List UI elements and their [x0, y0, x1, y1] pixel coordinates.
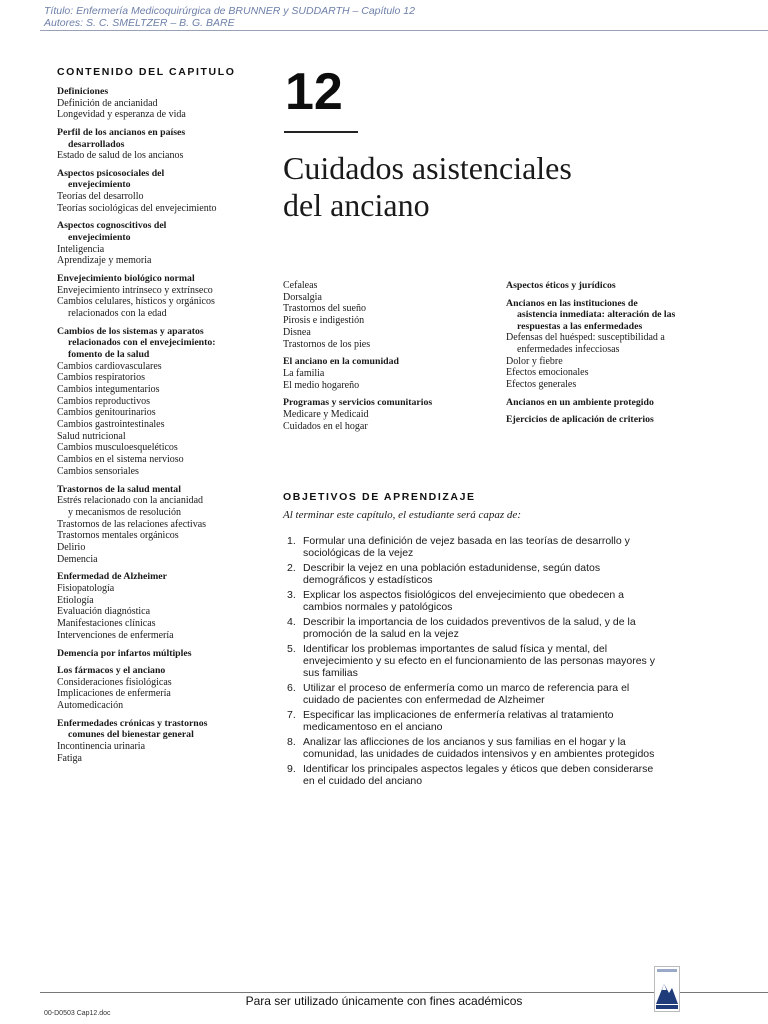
- contents-heading: asistencia inmediata: alteración de las: [517, 309, 676, 321]
- contents-heading: Trastornos de la salud mental: [57, 483, 181, 495]
- contents-group: [506, 397, 721, 409]
- contents-item: Cambios gastrointestinales: [57, 419, 165, 431]
- contents-item: Consideraciones fisiológicas: [57, 676, 172, 688]
- objective-number: 7.: [287, 709, 296, 721]
- objective-text-line: envejecimiento y su efecto en el funcionamiento de las personas mayores y: [303, 655, 655, 667]
- contents-group: [283, 280, 488, 350]
- contents-item: Cuidados en el hogar: [283, 420, 368, 432]
- objective-number: 6.: [287, 682, 296, 694]
- document-header: [44, 5, 766, 29]
- contents-item: Demencia: [57, 553, 98, 565]
- contents-heading: Envejecimiento biológico normal: [57, 273, 195, 285]
- contents-group: [57, 273, 267, 320]
- contents-item: Cambios reproductivos: [57, 395, 151, 407]
- footer-notice: Para ser utilizado únicamente con fines académicos: [245, 994, 523, 1008]
- objective-number: 8.: [287, 736, 296, 748]
- objective-text-line: Describir la importancia de los cuidados preventivos de la salud, y de la: [303, 616, 636, 628]
- objectives-intro: Al terminar este capítulo, el estudiante será capaz de:: [283, 509, 521, 521]
- contents-heading: Los fármacos y el anciano: [57, 665, 166, 677]
- contents-group: [57, 220, 267, 267]
- contents-group: [57, 168, 267, 215]
- header-title: Título: Enfermería Medicoquirúrgica de BRUNNER y SUDDARTH – Capítulo 12: [44, 5, 415, 17]
- contents-item: Envejecimiento intrínseco y extrínseco: [57, 284, 213, 296]
- objective-item: [283, 682, 723, 706]
- contents-item: Estrés relacionado con la ancianidad: [57, 495, 204, 507]
- contents-item: El medio hogareño: [283, 379, 360, 391]
- contents-item: Longevidad y esperanza de vida: [57, 109, 186, 121]
- contents-item: enfermedades infecciosas: [517, 344, 620, 356]
- objective-number: 2.: [287, 562, 296, 574]
- objective-text-line: Utilizar el proceso de enfermería como un marco de referencia para el: [303, 682, 630, 694]
- contents-item: Cambios en el sistema nervioso: [57, 454, 184, 466]
- contents-item: Salud nutricional: [57, 430, 126, 442]
- objective-text-line: en el cuidado del anciano: [303, 775, 423, 787]
- contents-title: CONTENIDO DEL CAPITULO: [57, 66, 236, 78]
- contents-group: [283, 356, 488, 391]
- contents-item: Dorsalgia: [283, 291, 322, 303]
- objective-text-line: Especificar las implicaciones de enfermería relativas al tratamiento: [303, 709, 614, 721]
- contents-heading: Ancianos en un ambiente protegido: [506, 396, 654, 408]
- chapter-title-line-2: del anciano: [283, 187, 430, 223]
- contents-item: Efectos emocionales: [506, 367, 589, 379]
- objective-item: [283, 589, 723, 613]
- objective-item: [283, 763, 723, 787]
- contents-item: Defensas del huésped: susceptibilidad a: [506, 332, 665, 344]
- contents-group: [57, 484, 267, 566]
- chapter-title-line-1: Cuidados asistenciales: [283, 150, 572, 186]
- contents-heading: Ejercicios de aplicación de criterios: [506, 414, 654, 426]
- contents-group: [57, 665, 267, 712]
- contents-item: Trastornos de los pies: [283, 338, 371, 350]
- contents-heading: Perfil de los ancianos en países: [57, 127, 186, 138]
- contents-heading: respuestas a las enfermedades: [517, 320, 643, 332]
- objective-item: [283, 736, 723, 760]
- objective-item: [283, 709, 723, 733]
- contents-group: [283, 397, 488, 432]
- contents-heading: Ancianos en las instituciones de: [506, 297, 638, 309]
- contents-column-3: [506, 280, 721, 432]
- contents-item: Cambios cardiovasculares: [57, 360, 162, 372]
- objective-number: 1.: [287, 535, 296, 547]
- objective-number: 4.: [287, 616, 296, 628]
- contents-item: La familia: [283, 367, 325, 379]
- contents-item: Manifestaciones clínicas: [57, 618, 156, 630]
- contents-heading: envejecimiento: [68, 179, 131, 191]
- objective-number: 5.: [287, 643, 296, 655]
- objective-text-line: Describir la vejez en una población estadunidense, según datos: [303, 562, 601, 574]
- contents-item: Pirosis e indigestión: [283, 315, 365, 327]
- objective-text-line: comunidad, las unidades de cuidados intensivos y en ambientes protegidos: [303, 748, 655, 760]
- contents-item: Fisiopatología: [57, 583, 115, 594]
- contents-item: Medicare y Medicaid: [283, 408, 369, 420]
- objective-text-line: medicamentoso en el anciano: [303, 721, 443, 733]
- contents-heading: Definiciones: [57, 86, 109, 97]
- contents-group: [57, 326, 267, 478]
- contents-group: [506, 298, 721, 391]
- contents-group: [57, 127, 267, 162]
- objectives-list: [283, 535, 723, 787]
- objective-item: [283, 562, 723, 586]
- contents-item: Teorías sociológicas del envejecimiento: [57, 202, 217, 214]
- contents-item: Teorías del desarrollo: [57, 191, 144, 203]
- objective-item: [283, 616, 723, 640]
- chapter-number-rule: [284, 131, 358, 133]
- contents-group: [506, 280, 721, 292]
- contents-heading: desarrollados: [68, 138, 125, 150]
- contents-group: [57, 86, 267, 121]
- objective-text-line: sociológicas de la vejez: [303, 547, 414, 559]
- objective-item: [283, 535, 723, 559]
- objective-item: [283, 643, 723, 679]
- chapter-contents: [57, 66, 267, 770]
- contents-item: Cambios sensoriales: [57, 465, 139, 477]
- contents-item: Evaluación diagnóstica: [57, 606, 151, 618]
- contents-heading: Enfermedad de Alzheimer: [57, 571, 167, 583]
- contents-heading: Aspectos éticos y jurídicos: [506, 280, 616, 291]
- contents-heading: comunes del bienestar general: [68, 729, 194, 741]
- contents-item: Aprendizaje y memoria: [57, 255, 152, 267]
- contents-item: Incontinencia urinaria: [57, 741, 146, 752]
- contents-item: Intervenciones de enfermería: [57, 629, 174, 641]
- contents-item: y mecanismos de resolución: [68, 506, 182, 518]
- objective-text-line: Analizar las aflicciones de los ancianos y sus familias en el hogar y la: [303, 736, 626, 748]
- contents-item: Inteligencia: [57, 243, 105, 255]
- contents-item: Trastornos mentales orgánicos: [57, 530, 179, 542]
- contents-item: Cambios musculoesqueléticos: [57, 442, 178, 454]
- objective-text-line: promoción de la salud en la vejez: [303, 628, 459, 640]
- objective-number: 9.: [287, 763, 296, 775]
- contents-heading: fomento de la salud: [68, 348, 150, 360]
- contents-item: Cefaleas: [283, 280, 318, 291]
- contents-item: relacionados con la edad: [68, 308, 167, 320]
- objective-text-line: cambios normales y patológicos: [303, 601, 453, 613]
- contents-item: Cambios genitourinarios: [57, 407, 156, 419]
- contents-heading: Aspectos psicosociales del: [57, 167, 165, 179]
- contents-heading: Aspectos cognoscitivos del: [57, 220, 167, 232]
- contents-group: [57, 718, 267, 765]
- objective-text-line: Formular una definición de vejez basada en las teorías de desarrollo y: [303, 535, 630, 547]
- contents-item: Disnea: [283, 326, 311, 338]
- contents-item: Etiología: [57, 594, 94, 606]
- header-authors: Autores: S. C. SMELTZER – B. G. BARE: [44, 17, 235, 29]
- contents-heading: El anciano en la comunidad: [283, 356, 399, 368]
- contents-item: Efectos generales: [506, 379, 577, 391]
- objective-text-line: Identificar los problemas importantes de salud física y mental, del: [303, 643, 608, 655]
- contents-item: Dolor y fiebre: [506, 355, 563, 367]
- contents-heading: Demencia por infartos múltiples: [57, 647, 192, 659]
- contents-heading: Enfermedades crónicas y trastornos: [57, 717, 208, 729]
- chapter-number: 12: [285, 63, 343, 121]
- contents-item: Cambios integumentarios: [57, 383, 160, 395]
- objective-number: 3.: [287, 589, 296, 601]
- objective-text-line: Explicar los aspectos fisiológicos del envejecimiento que obedecen a: [303, 589, 625, 601]
- contents-item: Trastornos de las relaciones afectivas: [57, 518, 207, 530]
- publisher-logo: [654, 966, 680, 1012]
- contents-item: Automedicación: [57, 700, 124, 712]
- learning-objectives: [283, 491, 723, 790]
- contents-heading: Cambios de los sistemas y aparatos: [57, 325, 204, 337]
- header-divider: [40, 30, 768, 31]
- footer-filename: 00-D0503 Cap12.doc: [44, 1010, 111, 1017]
- contents-item: Definición de ancianidad: [57, 97, 158, 109]
- contents-item: Cambios respiratorios: [57, 372, 146, 384]
- contents-column-2: [283, 280, 488, 438]
- contents-item: Cambios celulares, hísticos y orgánicos: [57, 296, 215, 308]
- contents-item: Fatiga: [57, 752, 82, 764]
- contents-item: Delirio: [57, 542, 86, 553]
- contents-group: [506, 414, 721, 426]
- contents-group: [57, 571, 267, 641]
- contents-item: Estado de salud de los ancianos: [57, 150, 184, 162]
- objective-text-line: Identificar los principales aspectos legales y éticos que deben considerarse: [303, 763, 654, 775]
- chapter-title: [283, 150, 683, 224]
- contents-heading: Programas y servicios comunitarios: [283, 397, 433, 409]
- objective-text-line: cuidado de pacientes con enfermedad de Alzheimer: [303, 694, 545, 706]
- contents-heading: relacionados con el envejecimiento:: [68, 337, 216, 349]
- objective-text-line: sus familias: [303, 667, 358, 679]
- contents-group: [57, 648, 267, 660]
- contents-heading: envejecimiento: [68, 232, 131, 244]
- objective-text-line: demográficos y estadísticos: [303, 574, 433, 586]
- contents-list: [57, 86, 267, 764]
- contents-item: Trastornos del sueño: [283, 303, 366, 315]
- contents-item: Implicaciones de enfermería: [57, 688, 171, 700]
- objectives-title: OBJETIVOS DE APRENDIZAJE: [283, 491, 476, 503]
